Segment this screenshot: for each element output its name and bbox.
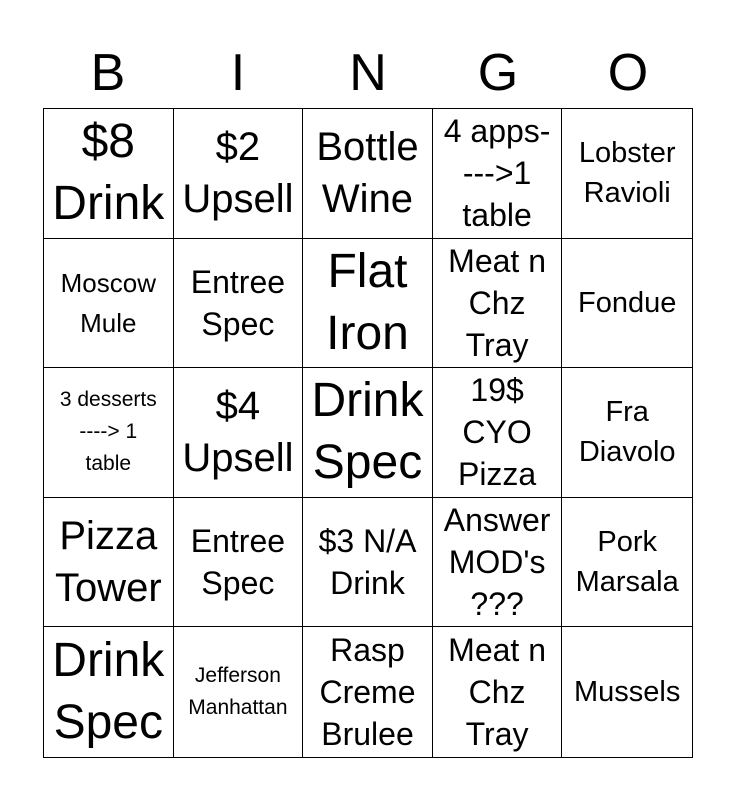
cell-text: Drink Spec	[52, 634, 165, 750]
cell-text: Flat Iron	[326, 244, 409, 360]
bingo-cell[interactable]	[303, 239, 433, 369]
bingo-cell[interactable]	[174, 498, 304, 628]
bingo-cell[interactable]	[44, 498, 174, 628]
cell-text: 3 desserts ----> 1 table	[59, 388, 157, 476]
bingo-cell[interactable]	[433, 627, 563, 757]
bingo-cell[interactable]	[303, 368, 433, 498]
cell-text: Entree Spec	[190, 523, 286, 602]
bingo-cell[interactable]	[562, 368, 692, 498]
cell-text: Drink Spec	[311, 374, 424, 490]
cell-text: Jefferson Manhattan	[188, 664, 288, 720]
bingo-cell[interactable]	[562, 627, 692, 757]
bingo-header	[43, 38, 693, 108]
header-letter-g: G	[477, 44, 519, 102]
bingo-cell[interactable]	[174, 109, 304, 239]
cell-text: Entree Spec	[190, 263, 286, 342]
cell-text: Pork Marsala	[575, 526, 679, 599]
bingo-cell[interactable]	[174, 627, 304, 757]
bingo-cell[interactable]	[562, 239, 692, 369]
cell-text: Fra Diavolo	[578, 396, 676, 469]
cell-text: $3 N/A Drink	[318, 523, 417, 602]
bingo-cell[interactable]	[44, 368, 174, 498]
cell-text: Rasp Creme Brulee	[319, 632, 416, 753]
header-letter-n: N	[349, 44, 387, 102]
cell-text: Answer MOD's ???	[443, 502, 551, 623]
bingo-card-grid	[43, 108, 693, 758]
bingo-cell[interactable]	[433, 109, 563, 239]
bingo-cell[interactable]	[44, 239, 174, 369]
cell-text: 4 apps- --->1 table	[443, 113, 551, 234]
header-letter-b: B	[90, 44, 126, 102]
bingo-cell[interactable]	[303, 109, 433, 239]
bingo-cell[interactable]	[562, 109, 692, 239]
bingo-cell[interactable]	[44, 627, 174, 757]
cell-text: Bottle Wine	[316, 125, 419, 222]
bingo-cell[interactable]	[44, 109, 174, 239]
cell-text: Meat n Chz Tray	[448, 632, 546, 753]
bingo-cell[interactable]	[433, 239, 563, 369]
bingo-cell[interactable]	[303, 627, 433, 757]
header-letter-o: O	[607, 44, 649, 102]
cell-text: 19$ CYO Pizza	[457, 372, 537, 493]
bingo-cell[interactable]	[433, 498, 563, 628]
bingo-cell[interactable]	[433, 368, 563, 498]
cell-text: Meat n Chz Tray	[448, 242, 546, 363]
bingo-cell[interactable]	[562, 498, 692, 628]
cell-text: Mussels	[574, 676, 681, 709]
cell-text: $2 Upsell	[182, 125, 294, 222]
cell-text: $8 Drink	[52, 115, 165, 231]
bingo-cell[interactable]	[174, 368, 304, 498]
cell-text: Moscow Mule	[60, 267, 156, 338]
cell-text: Pizza Tower	[54, 514, 162, 611]
bingo-cell[interactable]	[303, 498, 433, 628]
cell-text: Lobster Ravioli	[578, 137, 676, 210]
bingo-cell[interactable]	[174, 239, 304, 369]
cell-text: Fondue	[578, 286, 677, 319]
cell-text: $4 Upsell	[182, 384, 294, 481]
header-letter-i: I	[230, 44, 246, 102]
